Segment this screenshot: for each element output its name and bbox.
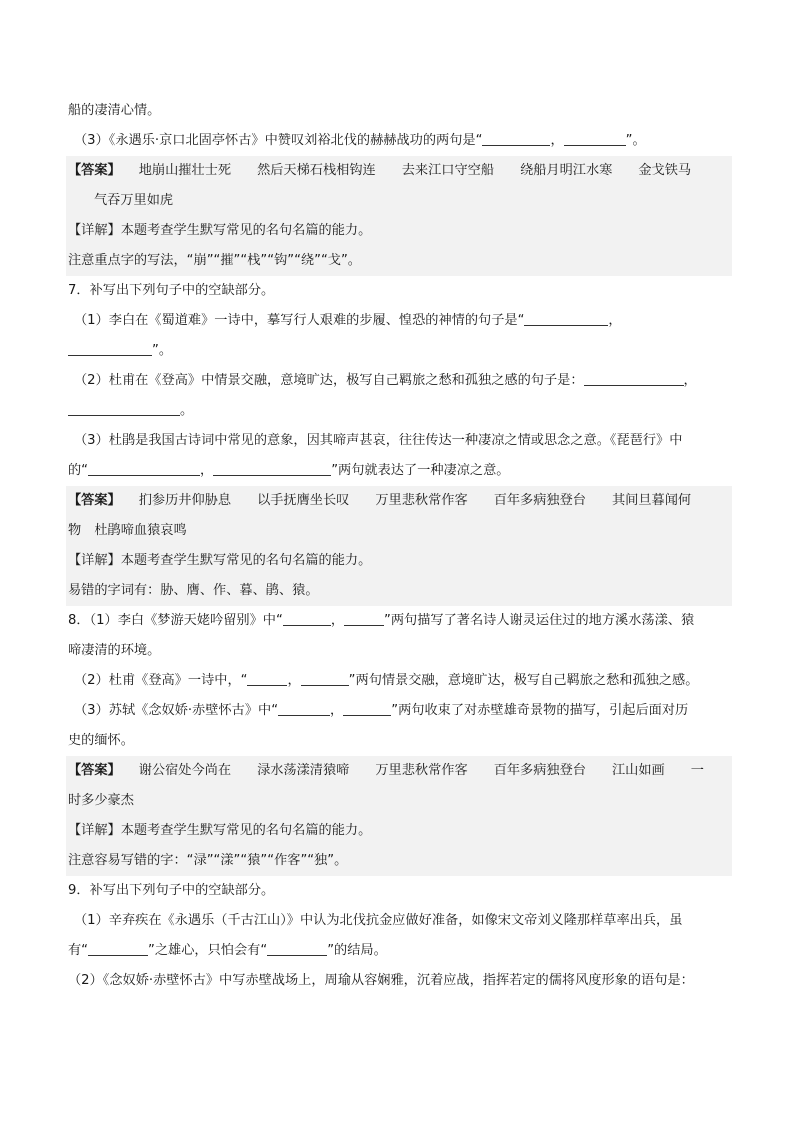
answer-blank[interactable] [68,341,152,356]
answer-blank[interactable] [482,131,550,146]
answer-continuation: 物 杜鹃啼血猿哀鸣 [68,523,187,538]
document-page [68,96,732,996]
question-line: （2）《念奴娇·赤壁怀古》中写赤壁战场上，周瑜从容娴雅，沉着应战，指挥若定的儒将风度形象的语句是： [68,973,694,988]
answer-item: 去来江口守空船 [401,163,495,178]
answer-blank[interactable] [283,611,331,626]
question-text: ， [200,463,214,478]
question-text: ”的结局。 [327,943,387,958]
answer-item: 百年多病独登台 [493,763,586,778]
answer-blank[interactable] [68,401,180,416]
question-line: （3）杜鹃是我国古诗词中常见的意象，因其啼声甚哀，往往传达一种凄凉之情或思念之意。《琵琶行》中 [74,433,683,448]
answer-line [68,486,732,516]
question-text: ”两句收束了对赤壁雄奇景物的描写，引起后面对历 [391,703,689,718]
answer-blank[interactable] [213,461,331,476]
question-line [68,936,732,966]
question-text: ， [550,133,564,148]
answer-line [68,756,732,786]
note-line: 易错的字词有：胁、膺、作、暮、鹃、猿。 [68,583,319,598]
answer-item: 扪参历井仰胁息 [138,493,232,508]
question-line [68,126,732,156]
question-text: 的“ [68,463,89,478]
question-text: ”之雄心，只怕会有“ [148,943,268,958]
question-text: ， [608,313,622,328]
question-text: 8．（1）李白《梦游天姥吟留别》中“ [68,613,283,628]
answer-item: 万里悲秋常作客 [375,493,468,508]
detail-line: 【详解】本题考查学生默写常见的名句名篇的能力。 [68,553,372,568]
answer-item: 以手抚膺坐长叹 [257,493,350,508]
note-line: 注意容易写错的字：“渌”“漾”“猿”“作客”“独”。 [68,853,348,868]
question-text: ， [683,373,697,388]
question-text: （2）杜甫在《登高》中情景交融，意境旷达，极写自己羁旅之愁和孤独之感的句子是： [74,373,584,388]
answer-item: 地崩山摧壮士死 [138,163,232,178]
question-line [68,666,732,696]
answer-blank[interactable] [267,941,327,956]
answer-item: 其间旦暮闻何 [612,493,692,508]
answer-blank[interactable] [301,671,349,686]
question-text: （3）苏轼《念奴娇·赤壁怀古》中“ [74,703,279,718]
answer-block [66,486,732,606]
answer-blank[interactable] [524,311,608,326]
answer-continuation: 气吞万里如虎 [94,193,174,208]
question-text: ”两句就表达了一种凄凉之意。 [331,463,510,478]
question-text: ， [330,703,344,718]
question-line [68,306,732,336]
answer-tag: 【答案】 [68,163,121,178]
answer-tag: 【答案】 [68,763,121,778]
question-line [68,696,732,726]
answer-blank[interactable] [584,371,684,386]
answer-blank[interactable] [88,941,148,956]
answer-block [66,756,732,876]
question-line: （1）辛弃疾在《永遇乐（千古江山）》中认为北伐抗金应做好准备，如像宋文帝刘义隆那样草率出兵，虽 [74,913,683,928]
note-line: 注意重点字的写法，“崩”“摧”“栈”“钩”“绕”“戈”。 [68,253,361,268]
answer-blank[interactable] [564,131,626,146]
question-heading: 7．补写出下列句子中的空缺部分。 [68,283,275,298]
answer-block [66,156,732,276]
answer-continuation: 时多少豪杰 [68,793,134,808]
question-text: ”。 [625,133,646,148]
answer-blank[interactable] [343,701,391,716]
text-line: 船的凄清心情。 [68,103,161,118]
question-text: 有“ [68,943,89,958]
question-text: ”。 [152,343,173,358]
question-line: 啼凄清的环境。 [68,643,161,658]
answer-item: 绕船月明江水寒 [520,163,613,178]
answer-item: 然后天梯石栈相钩连 [257,163,376,178]
question-line [68,366,732,396]
answer-item: 江山如画 [612,763,665,778]
answer-blank[interactable] [88,461,200,476]
question-text: ”两句情景交融，意境旷达，极写自己羁旅之愁和孤独之感。 [348,673,699,688]
question-text: （3）《永遇乐·京口北固亭怀古》中赞叹刘裕北伐的赫赫战功的两句是“ [74,133,483,148]
answer-item: 万里悲秋常作客 [375,763,468,778]
question-text: ， [287,673,301,688]
answer-item: 一 [690,763,704,778]
detail-line: 【详解】本题考查学生默写常见的名句名篇的能力。 [68,823,372,838]
answer-item: 谢公宿处今尚在 [138,763,232,778]
question-line [68,396,732,426]
question-text: （1）李白在《蜀道难》一诗中，摹写行人艰难的步履、惶恐的神情的句子是“ [74,313,525,328]
answer-blank[interactable] [247,671,287,686]
question-text: （2）杜甫《登高》一诗中，“ [74,673,248,688]
answer-tag: 【答案】 [68,493,121,508]
question-line: 史的缅怀。 [68,733,134,748]
question-line [68,336,732,366]
question-line [68,606,732,636]
answer-blank[interactable] [278,701,330,716]
question-heading: 9．补写出下列句子中的空缺部分。 [68,883,275,898]
detail-line: 【详解】本题考查学生默写常见的名句名篇的能力。 [68,223,372,238]
question-text: ， [330,613,345,628]
question-line [68,456,732,486]
question-text: ”两句描写了著名诗人谢灵运住过的地方溪水荡漾、猿 [384,613,695,628]
answer-item: 渌水荡漾清猿啼 [257,763,350,778]
question-text: 。 [180,403,194,418]
answer-item: 百年多病独登台 [493,493,586,508]
answer-blank[interactable] [344,611,384,626]
answer-line [68,156,732,186]
answer-item: 金戈铁马 [638,163,692,178]
